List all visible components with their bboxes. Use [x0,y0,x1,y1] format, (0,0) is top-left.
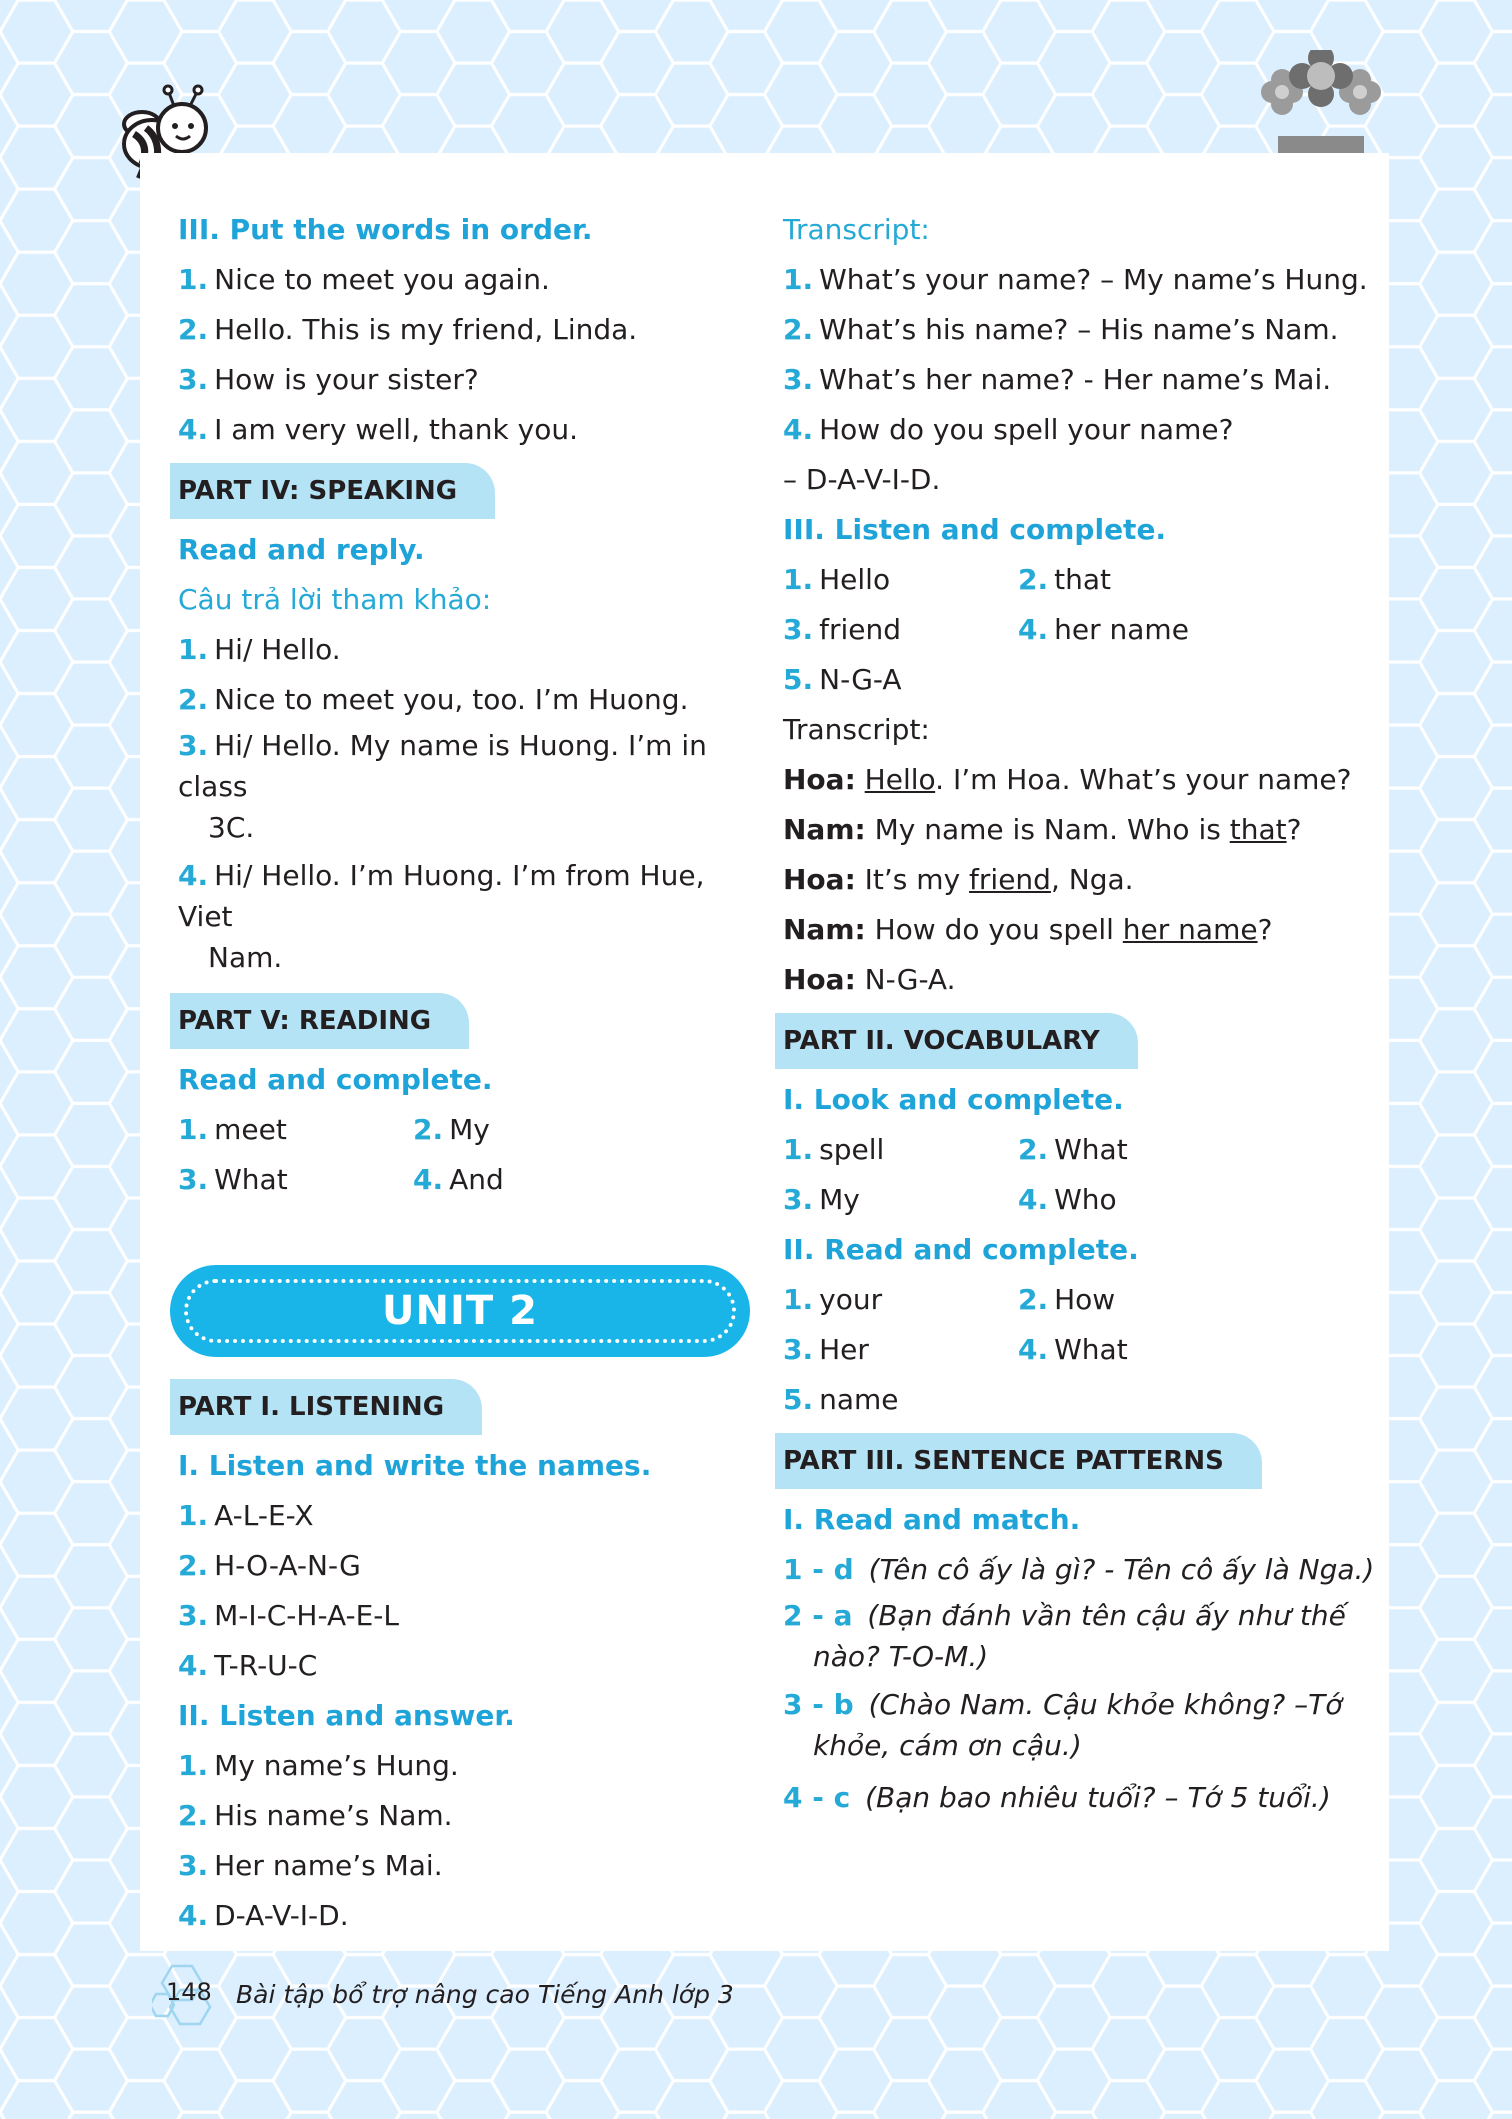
list-item: 4. Hi/ Hello. I’m Huong. I’m from Hue, Viet Nam. [178,859,705,974]
list-item: 3. Her name’s Mai. [178,1849,443,1882]
dialogue-line: Hoa: Hello. I’m Hoa. What’s your name? [783,763,1352,796]
list-item: 1. Nice to meet you again. [178,263,550,296]
section-heading: III. Listen and complete. [783,513,1167,546]
list-item: 2. H-O-A-N-G [178,1549,361,1582]
section-heading: III. Put the words in order. [178,213,593,246]
list-item: 2. Nice to meet you, too. I’m Huong. [178,683,689,716]
part-band-speaking: PART IV: SPEAKING [170,463,495,519]
list-item: 2. Hello. This is my friend, Linda. [178,313,638,346]
unit-title: UNIT 2 [184,1279,736,1343]
dialogue-line: Nam: My name is Nam. Who is that? [783,813,1302,846]
list-row: 3. My 4. Who [783,1183,1117,1216]
book-title: Bài tập bổ trợ nâng cao Tiếng Anh lớp 3 [236,1980,734,2009]
list-row: 3. Her 4. What [783,1333,1128,1366]
list-item: 4. D-A-V-I-D. [178,1899,349,1932]
page-number: 148 [166,1978,212,2006]
section-heading: I. Read and match. [783,1503,1081,1536]
page-footer [152,1960,852,2030]
section-heading: Read and reply. [178,533,425,566]
list-item: 4. How do you spell your name? [783,413,1234,446]
section-heading: I. Look and complete. [783,1083,1124,1116]
list-row: 3. What 4. And [178,1163,504,1196]
list-item: 4. T-R-U-C [178,1649,318,1682]
match-item: 3 - b (Chào Nam. Cậu khỏe không? –Tớ khỏe, cám ơn cậu.) [783,1688,1343,1762]
list-row: 3. friend 4. her name [783,613,1189,646]
list-row: 1. spell 2. What [783,1133,1128,1166]
flower-pot-icon [1252,50,1392,154]
list-item: 1. My name’s Hung. [178,1749,459,1782]
match-item: 2 - a (Bạn đánh vần tên cậu ấy như thế nào? T-O-M.) [783,1599,1346,1673]
list-item: – D-A-V-I-D. [783,463,941,496]
part-band-vocabulary: PART II. VOCABULARY [775,1013,1138,1069]
dialogue-line: Nam: How do you spell her name? [783,913,1273,946]
list-item: 4. I am very well, thank you. [178,413,578,446]
list-row: 1. your 2. How [783,1283,1116,1316]
left-column [178,205,758,1941]
section-heading: Read and complete. [178,1063,493,1096]
list-item: 1. What’s your name? – My name’s Hung. [783,263,1368,296]
list-item: 1. Hi/ Hello. [178,633,341,666]
transcript-label: Transcript: [783,213,930,246]
section-heading: II. Read and complete. [783,1233,1139,1266]
part-band-sentence-patterns: PART III. SENTENCE PATTERNS [775,1433,1262,1489]
match-item: 1 - d (Tên cô ấy là gì? - Tên cô ấy là Nga.) [783,1553,1375,1586]
right-column [783,205,1373,1823]
list-item: 3. How is your sister? [178,363,479,396]
section-heading: II. Listen and answer. [178,1699,515,1732]
match-item: 4 - c (Bạn bao nhiêu tuổi? – Tớ 5 tuổi.) [783,1781,1331,1814]
section-heading: I. Listen and write the names. [178,1449,652,1482]
list-item: 3. What’s her name? - Her name’s Mai. [783,363,1332,396]
list-item: 1. A-L-E-X [178,1499,314,1532]
transcript-label: Transcript: [783,713,930,746]
list-row: 1. Hello 2. that [783,563,1111,596]
dialogue-line: Hoa: It’s my friend, Nga. [783,863,1134,896]
list-item: 5. name [783,1383,899,1416]
dialogue-line: Hoa: N-G-A. [783,963,956,996]
list-item: 3. Hi/ Hello. My name is Huong. I’m in class 3C. [178,729,707,844]
list-item: 5. N-G-A [783,663,902,696]
part-band-listening: PART I. LISTENING [170,1379,482,1435]
part-band-reading: PART V: READING [170,993,469,1049]
list-item: 2. His name’s Nam. [178,1799,453,1832]
section-subheading: Câu trả lời tham khảo: [178,583,492,616]
list-row: 1. meet 2. My [178,1113,490,1146]
list-item: 2. What’s his name? – His name’s Nam. [783,313,1339,346]
unit-title-pill [170,1265,750,1357]
list-item: 3. M-I-C-H-A-E-L [178,1599,399,1632]
